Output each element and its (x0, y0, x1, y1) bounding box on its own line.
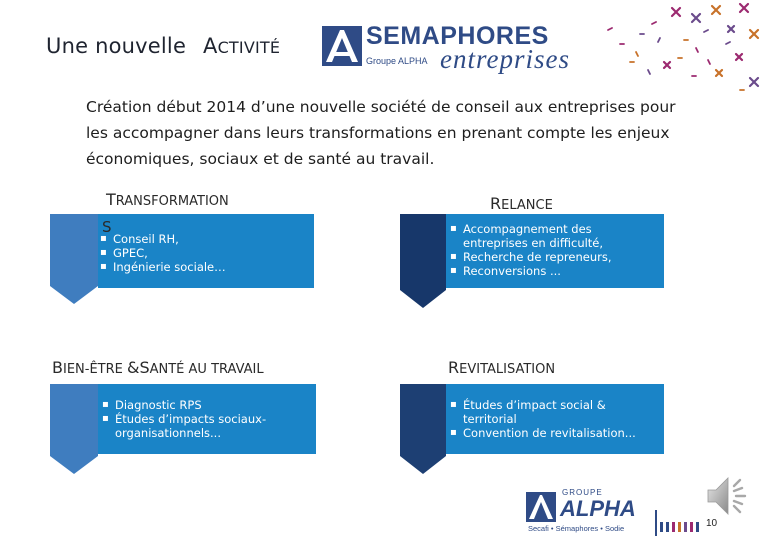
alpha-logo-groupe: GROUPE (562, 488, 603, 497)
alpha-logo-name: ALPHA (560, 496, 636, 521)
semaphores-logo-sub: Groupe ALPHA (366, 56, 428, 66)
speaker-icon[interactable] (704, 472, 750, 520)
bien-etre-list (102, 398, 302, 440)
title-activite: ACTIVITÉ (202, 34, 281, 58)
page-number: 10 (706, 518, 718, 529)
list-item: ▪ Reconversions ... (450, 264, 656, 278)
bien-etre-panel (98, 384, 316, 454)
list-item: ▪ Conseil RH, (100, 232, 226, 246)
title-prefix: Une nouvelle (46, 34, 187, 58)
semaphores-logo-icon (322, 26, 362, 66)
transformation-panel (98, 214, 314, 288)
list-item: ▪ Recherche de repreneurs, (450, 250, 656, 264)
transformation-list (100, 232, 226, 274)
slide-title (46, 34, 280, 58)
intro-line: les accompagner dans leurs transformations en prenant compte les enjeux (86, 124, 670, 142)
revitalisation-panel (446, 384, 664, 454)
semaphores-logo-script: entreprises (440, 44, 570, 74)
list-item: ▪ Accompagnement des entreprises en difficulté, (450, 222, 656, 250)
list-item: ▪ Convention de revitalisation... (450, 426, 656, 440)
intro-line: Création début 2014 d’une nouvelle société de conseil aux entreprises pour (86, 98, 676, 116)
relance-panel (446, 214, 664, 288)
decorative-stars-icon (600, 0, 766, 100)
list-item: ▪ GPEC, (100, 246, 226, 260)
list-item: ▪ Diagnostic RPS (102, 398, 302, 412)
revitalisation-tab-icon (400, 384, 446, 474)
relance-list (450, 222, 656, 278)
alpha-logo-icon (526, 492, 556, 522)
alpha-logo-divider (655, 510, 657, 536)
intro-line: économiques, sociaux et de santé au travail. (86, 150, 435, 168)
heading-revitalisation: REVITALISATION (448, 358, 556, 377)
transformation-tab-icon (50, 214, 98, 304)
heading-transformation: TRANSFORMATION (106, 190, 229, 209)
intro-paragraph (86, 94, 716, 172)
heading-bien-etre: BIEN-ÊTRE &SANTÉ AU TRAVAIL (52, 358, 264, 377)
heading-relance: RELANCE (490, 194, 553, 213)
transformation-heading-tail: S (102, 218, 112, 236)
bien-etre-tab-icon (50, 384, 98, 474)
list-item: ▪ Études d’impact social & territorial (450, 398, 656, 426)
revitalisation-list (450, 398, 656, 440)
relance-tab-icon (400, 214, 446, 308)
list-item: ▪ Études d’impacts sociaux-organisationnels... (102, 412, 302, 440)
semaphores-logo-word: SEMAPHORES (366, 22, 549, 50)
list-item: ▪ Ingénierie sociale… (100, 260, 226, 274)
alpha-logo-stripes-icon (660, 516, 704, 532)
alpha-logo-members: Secafi • Sémaphores • Sodie (528, 524, 625, 533)
